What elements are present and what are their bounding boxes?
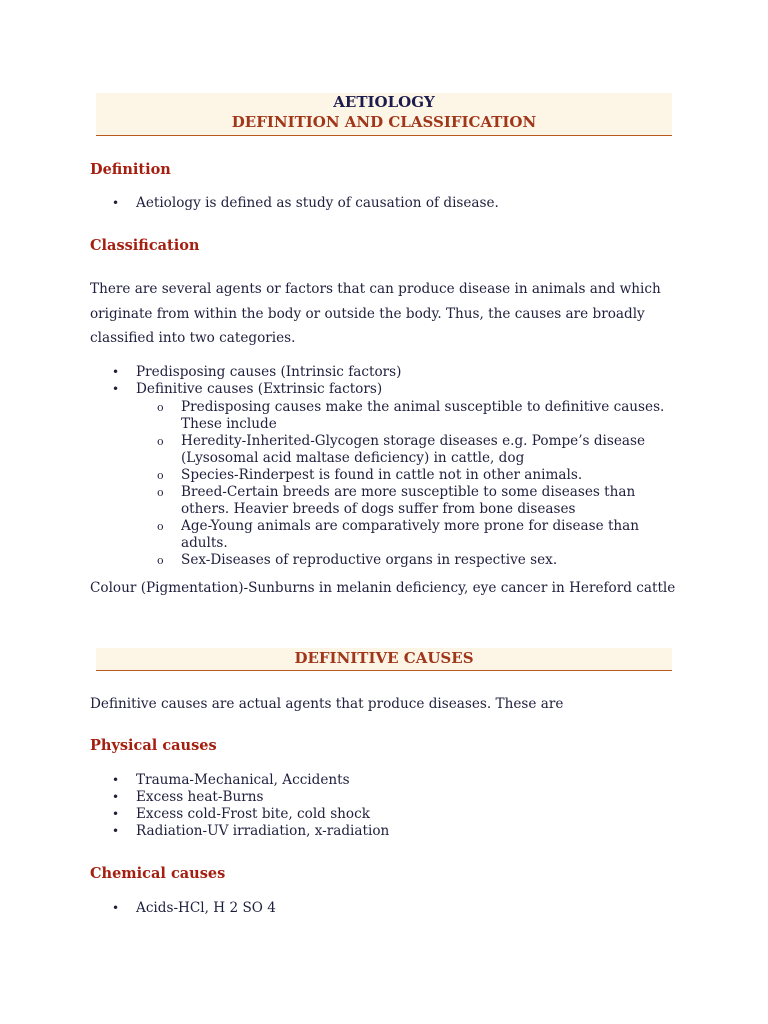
chemical-causes-list	[112, 900, 682, 917]
heading-chemical-causes: Chemical causes	[90, 865, 226, 882]
sublist-item: o Heredity-Inherited-Glycogen storage diseases e.g. Pompe’s disease (Lysosomal acid maltase deficiency) in cattle, dog	[157, 433, 646, 466]
title-definitive-causes: DEFINITIVE CAUSES	[294, 649, 474, 667]
sublist-item: o Breed-Certain breeds are more susceptible to some diseases than others. Heavier breeds of dogs suffer from bone diseases	[157, 484, 636, 517]
bullet-disc: •	[112, 824, 120, 838]
sublist-item: o Age-Young animals are comparatively more prone for disease than adults.	[157, 518, 640, 551]
bullet-circle: o	[157, 520, 164, 533]
list-item: • Predisposing causes (Intrinsic factors)	[112, 364, 402, 380]
sublist-item: o Species-Rinderpest is found in cattle not in other animals.	[157, 467, 583, 483]
definitive-intro: Definitive causes are actual agents that produce diseases. These are	[90, 696, 564, 712]
bullet-disc: •	[112, 382, 120, 396]
list-item: • Aetiology is defined as study of causation of disease.	[112, 195, 499, 211]
classification-intro: There are several agents or factors that can produce disease in animals and which originate from within the body or outside the body. Thus, the causes are broadly classified into two categories.	[90, 281, 661, 346]
bullet-disc: •	[112, 773, 120, 787]
bullet-disc: •	[112, 901, 120, 915]
heading-definition: Definition	[90, 161, 171, 178]
main-title-box	[96, 93, 672, 136]
list-item: • Acids-HCl, H 2 SO 4	[112, 900, 276, 916]
bullet-circle: o	[157, 554, 164, 567]
definitive-causes-sublist	[136, 399, 682, 569]
bullet-circle: o	[157, 435, 164, 448]
classification-list	[112, 364, 682, 569]
list-item: • Definitive causes (Extrinsic factors) o Predisposing causes make the animal susceptible to definitive causes. These include o Heredity-Inherited-Glycogen storage diseases e.g. Pompe’s disease (Lysosomal acid maltase deficiency) in cattle, dog o Species-Rinderpest is found in cattle not in other animals. o Breed-Certain breeds are more susceptible to some diseases than others. Heavier breeds of dogs suffer from bone diseases o Age-Young animals are comparatively more prone for disease than adults. o Sex-Diseases of reproductive organs in respective sex.	[112, 381, 682, 569]
colour-line: Colour (Pigmentation)-Sunburns in melanin deficiency, eye cancer in Hereford cattle	[90, 580, 676, 596]
title-aetiology: AETIOLOGY	[333, 93, 435, 111]
bullet-circle: o	[157, 401, 164, 414]
bullet-circle: o	[157, 486, 164, 499]
bullet-disc: •	[112, 807, 120, 821]
physical-causes-list	[112, 772, 682, 840]
definition-list	[112, 195, 682, 212]
bullet-disc: •	[112, 790, 120, 804]
sublist-item: o Predisposing causes make the animal susceptible to definitive causes. These include	[157, 399, 665, 432]
list-item: • Excess heat-Burns	[112, 789, 264, 805]
list-item: • Excess cold-Frost bite, cold shock	[112, 806, 370, 822]
list-item: • Radiation-UV irradiation, x-radiation	[112, 823, 390, 839]
heading-physical-causes: Physical causes	[90, 737, 217, 754]
bullet-disc: •	[112, 365, 120, 379]
title-definition-classification: DEFINITION AND CLASSIFICATION	[231, 113, 537, 131]
sublist-item: o Sex-Diseases of reproductive organs in respective sex.	[157, 552, 558, 568]
list-item: • Trauma-Mechanical, Accidents	[112, 772, 350, 788]
definitive-causes-title-box	[96, 648, 672, 671]
heading-classification: Classification	[90, 237, 200, 254]
bullet-circle: o	[157, 469, 164, 482]
bullet-disc: •	[112, 196, 120, 210]
